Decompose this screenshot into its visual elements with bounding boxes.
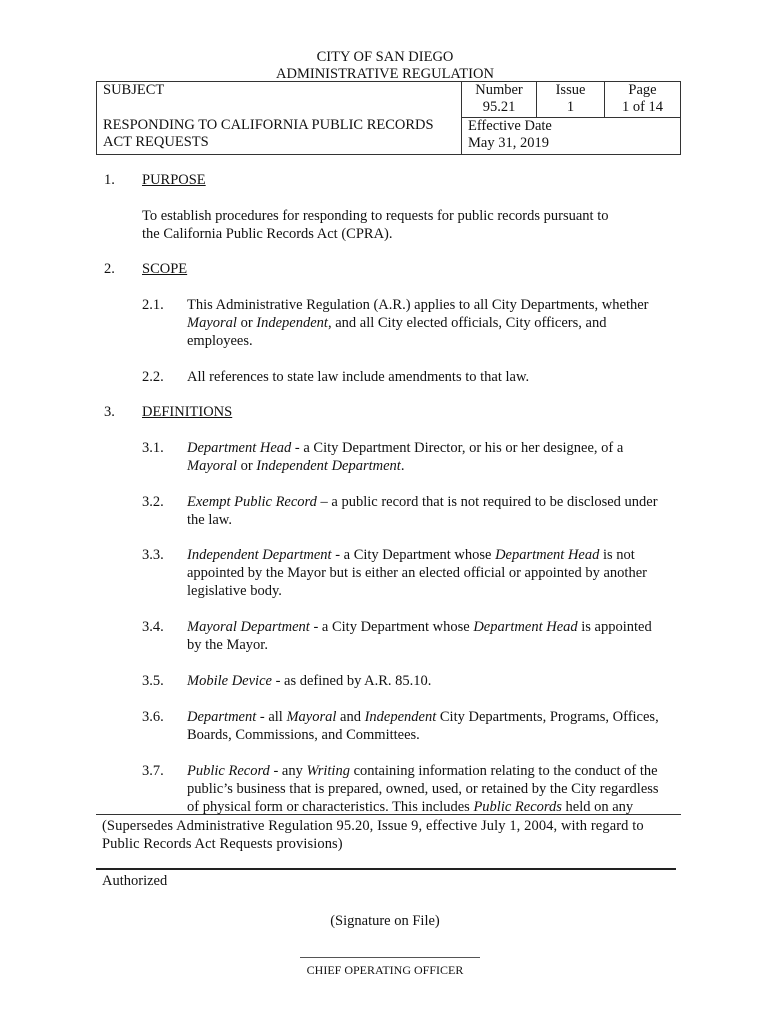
clause-line: Public Record - any Writing containing information relating to the conduct of the — [187, 763, 658, 779]
clause-line: Mayoral or Independent, and all City elected officials, City officers, and — [187, 315, 607, 331]
signature-on-file: (Signature on File) — [330, 913, 440, 929]
clause-text — [187, 546, 682, 600]
footer-divider — [96, 814, 681, 815]
clause-line: legislative body. — [187, 583, 282, 599]
signer-title: CHIEF OPERATING OFFICER — [306, 963, 464, 977]
clause-line: of physical form or characteristics. This includes Public Records held on any — [187, 799, 634, 815]
section-1-title: PURPOSE — [142, 172, 206, 188]
clause-text — [187, 708, 682, 744]
issue-value: 1 — [566, 99, 575, 115]
clause-text — [187, 672, 682, 690]
supersedes-line: (Supersedes Administrative Regulation 95.20, Issue 9, effective July 1, 2004, with regard to — [102, 818, 644, 834]
section-1-number: 1. — [104, 172, 115, 188]
clause-number: 2.1. — [142, 297, 164, 313]
clause-line: by the Mayor. — [187, 637, 268, 653]
clause-line: the law. — [187, 512, 232, 528]
clause-line: Independent Department - a City Department whose Department Head is not — [187, 547, 635, 563]
clause-line: Boards, Commissions, and Committees. — [187, 727, 420, 743]
clause-line: appointed by the Mayor but is either an elected official or appointed by another — [187, 565, 647, 581]
number-cell — [462, 82, 537, 118]
effective-label: Effective Date — [468, 118, 552, 134]
subject-label: SUBJECT — [103, 82, 165, 98]
clause-line: Exempt Public Record – a public record that is not required to be disclosed under — [187, 494, 658, 510]
section-3-number: 3. — [104, 404, 115, 420]
clause-number: 3.4. — [142, 619, 164, 635]
purpose-line: To establish procedures for responding to requests for public records pursuant to — [142, 208, 609, 224]
clause-number: 3.3. — [142, 547, 164, 563]
clause-text — [187, 296, 682, 350]
section-2-title: SCOPE — [142, 261, 188, 277]
subject-cell — [97, 82, 462, 155]
header-table — [96, 81, 681, 155]
clause-line: public’s business that is prepared, owned, used, or retained by the City regardless — [187, 781, 659, 797]
clause-text — [187, 762, 682, 816]
section-2-number: 2. — [104, 261, 115, 277]
subject-line1: RESPONDING TO CALIFORNIA PUBLIC RECORDS — [103, 117, 434, 133]
issue-label: Issue — [555, 82, 586, 98]
clause-line: All references to state law include amendments to that law. — [187, 369, 530, 385]
clause-number: 3.5. — [142, 673, 164, 689]
issue-cell — [537, 82, 605, 118]
clause-line: employees. — [187, 333, 253, 349]
purpose-text — [142, 207, 682, 243]
clause-text — [187, 618, 682, 654]
number-label: Number — [475, 82, 523, 98]
supersedes-note — [102, 817, 682, 853]
supersedes-line: Public Records Act Requests provisions) — [102, 836, 343, 852]
effective-value: May 31, 2019 — [468, 135, 549, 151]
signature-line — [300, 957, 480, 958]
page-value: 1 of 14 — [621, 99, 664, 115]
clause-text — [187, 493, 682, 529]
page-cell — [605, 82, 681, 118]
clause-text — [187, 368, 682, 386]
authorized-rule — [96, 868, 676, 870]
page-label: Page — [628, 82, 657, 98]
clause-line: This Administrative Regulation (A.R.) applies to all City Departments, whether — [187, 297, 649, 313]
clause-line: Department Head - a City Department Director, or his or her designee, of a — [187, 440, 624, 456]
authorized-label: Authorized — [102, 873, 168, 889]
section-3-title: DEFINITIONS — [142, 404, 233, 420]
number-value: 95.21 — [482, 99, 516, 115]
clause-line: Department - all Mayoral and Independent City Departments, Programs, Offices, — [187, 709, 659, 725]
clause-number: 3.2. — [142, 494, 164, 510]
purpose-line: the California Public Records Act (CPRA). — [142, 226, 393, 242]
clause-line: Mobile Device - as defined by A.R. 85.10. — [187, 673, 432, 689]
clause-line: Mayoral or Independent Department. — [187, 458, 405, 474]
effective-date-cell — [462, 118, 681, 155]
clause-text — [187, 439, 682, 475]
clause-number: 3.7. — [142, 763, 164, 779]
org-name: CITY OF SAN DIEGO — [316, 49, 454, 65]
clause-number: 3.6. — [142, 709, 164, 725]
clause-number: 3.1. — [142, 440, 164, 456]
doc-type: ADMINISTRATIVE REGULATION — [276, 66, 494, 82]
clause-line: Mayoral Department - a City Department whose Department Head is appointed — [187, 619, 652, 635]
clause-number: 2.2. — [142, 369, 164, 385]
subject-line2: ACT REQUESTS — [103, 134, 209, 150]
